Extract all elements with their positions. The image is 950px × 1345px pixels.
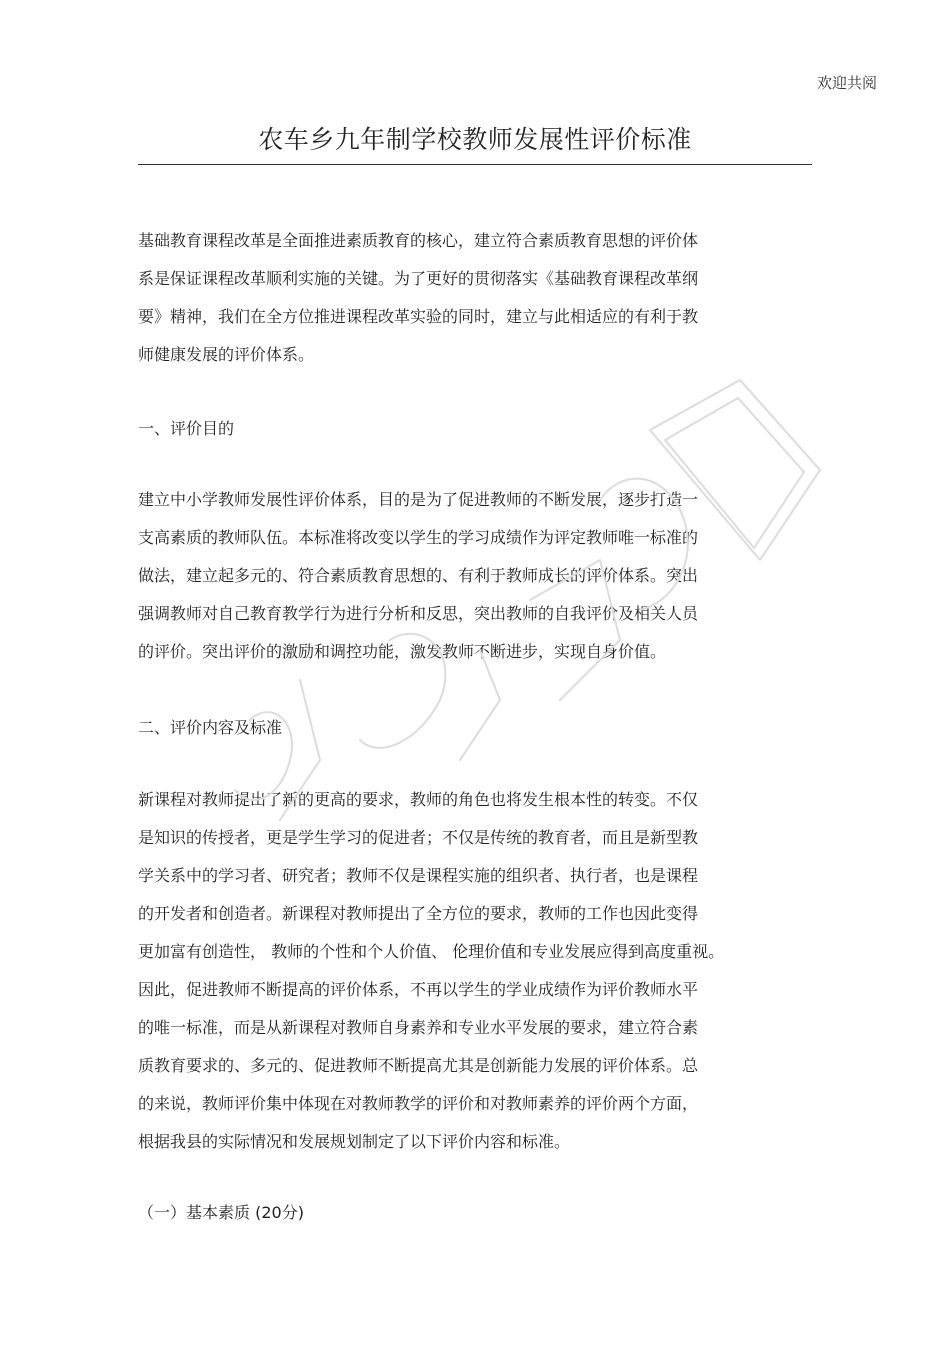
section1-heading: 一、评价目的 <box>138 419 235 438</box>
section2-heading: 二、评价内容及标准 <box>138 718 283 737</box>
section2-line: 学关系中的学习者、研究者；教师不仅是课程实施的组织者、执行者，也是课程 <box>138 866 699 885</box>
section2-line: 的唯一标准，而是从新课程对教师自身素养和专业水平发展的要求，建立符合素 <box>138 1018 699 1037</box>
intro-line: 系是保证课程改革顺利实施的关键。为了更好的贯彻落实《基础教育课程改革纲 <box>138 269 699 288</box>
section2-line: 质教育要求的、多元的、促进教师不断提高尤其是创新能力发展的评价体系。总 <box>138 1056 699 1075</box>
subsection1-heading: （一）基本素质 (20分) <box>138 1203 304 1222</box>
section1-paragraph <box>138 481 698 671</box>
section1-line: 建立中小学教师发展性评价体系，目的是为了促进教师的不断发展，逐步打造一 <box>138 490 699 509</box>
document-title: 农车乡九年制学校教师发展性评价标准 <box>258 125 692 154</box>
intro-line: 基础教育课程改革是全面推进素质教育的核心，建立符合素质教育思想的评价体 <box>138 231 699 250</box>
intro-line: 要》精神，我们在全方位推进课程改革实验的同时，建立与此相适应的有利于教 <box>138 307 699 326</box>
section2-line: 新课程对教师提出了新的更高的要求，教师的角色也将发生根本性的转变。不仅 <box>138 790 699 809</box>
title-underline <box>138 164 812 165</box>
section2-line: 是知识的传授者，更是学生学习的促进者；不仅是传统的教育者，而且是新型教 <box>138 828 699 847</box>
section2-paragraph <box>138 781 724 1161</box>
section2-line: 的来说，教师评价集中体现在对教师教学的评价和对教师素养的评价两个方面， <box>138 1094 699 1113</box>
section1-line: 的评价。突出评价的激励和调控功能，激发教师不断进步，实现自身价值。 <box>138 642 667 661</box>
intro-paragraph <box>138 222 698 374</box>
section2-line: 因此，促进教师不断提高的评价体系，不再以学生的学业成绩作为评价教师水平 <box>138 980 699 999</box>
intro-line: 师健康发展的评价体系。 <box>138 345 315 364</box>
section2-line: 的开发者和创造者。新课程对教师提出了全方位的要求，教师的工作也因此变得 <box>138 904 699 923</box>
section2-line: 根据我县的实际情况和发展规划制定了以下评价内容和标准。 <box>138 1132 571 1151</box>
section1-line: 强调教师对自己教育教学行为进行分析和反思，突出教师的自我评价及相关人员 <box>138 604 699 623</box>
section1-line: 支高素质的教师队伍。本标准将改变以学生的学习成绩作为评定教师唯一标准的 <box>138 528 699 547</box>
header-note: 欢迎共阅 <box>816 74 877 92</box>
section1-line: 做法，建立起多元的、符合素质教育思想的、有利于教师成长的评价体系。突出 <box>138 566 699 585</box>
section2-line: 更加富有创造性， 教师的个性和个人价值、 伦理价值和专业发展应得到高度重视。 <box>138 942 725 961</box>
